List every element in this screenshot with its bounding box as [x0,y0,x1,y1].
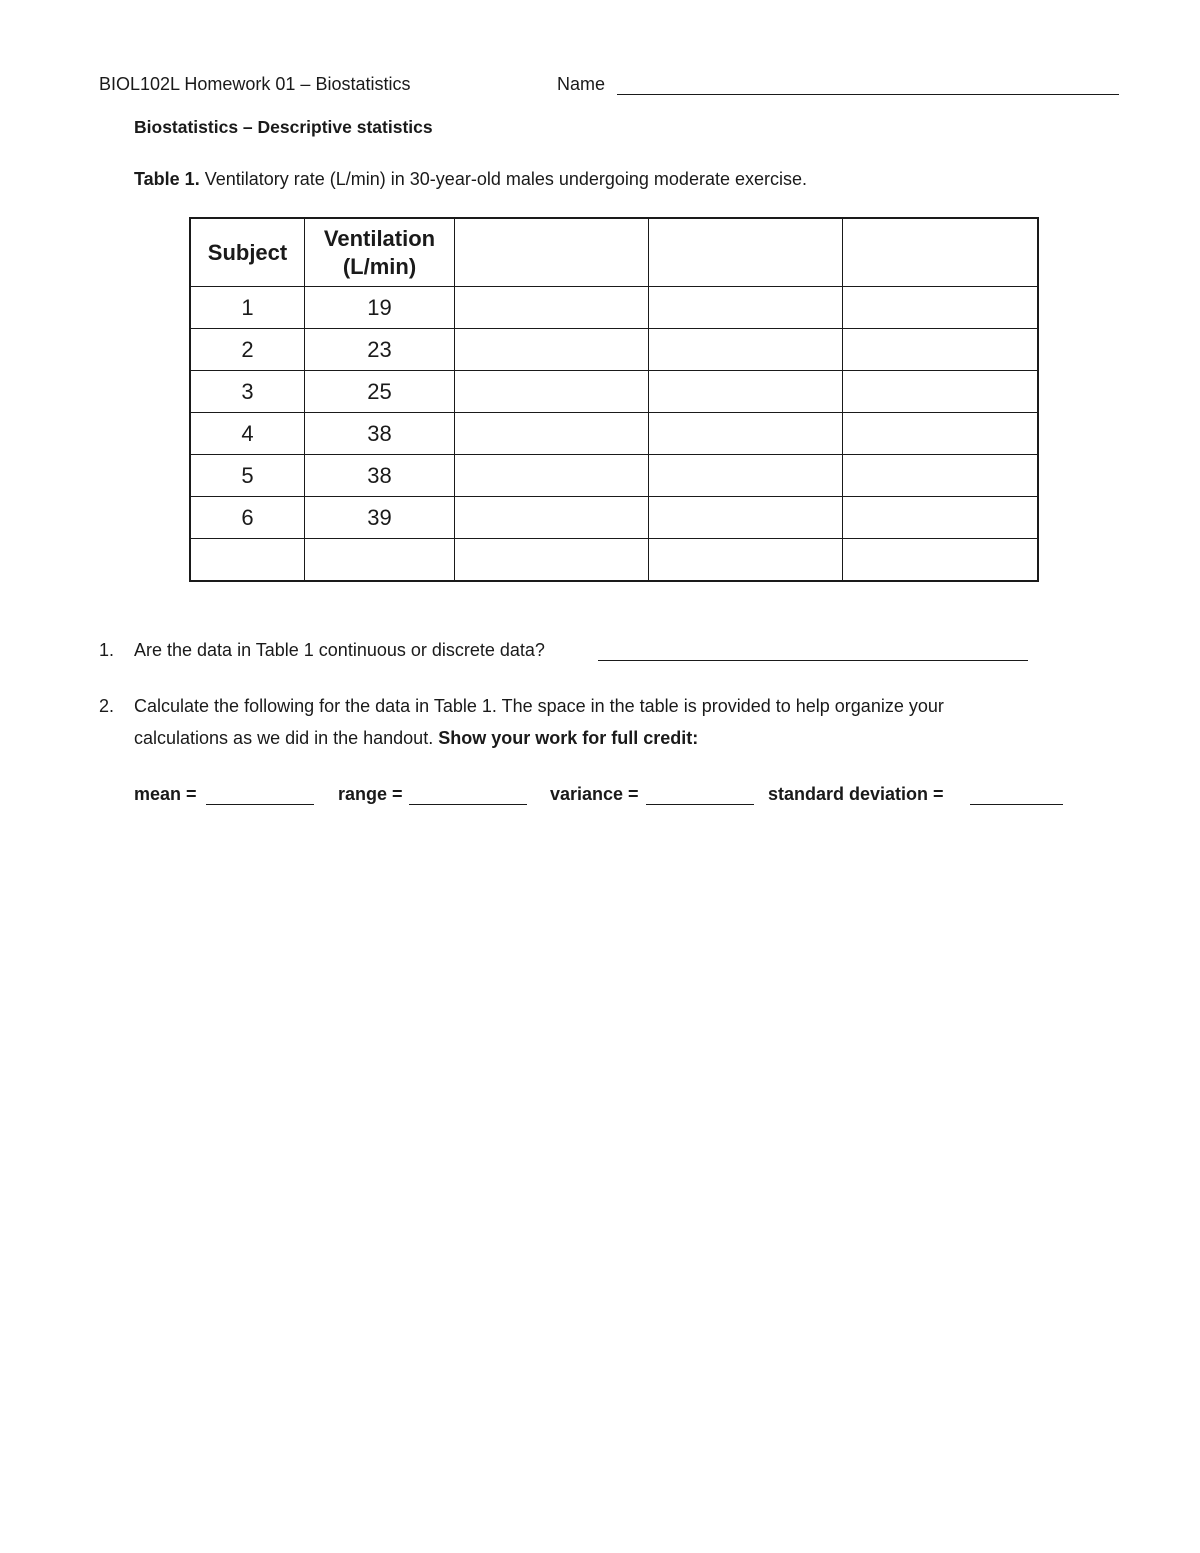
header-ventilation: Ventilation (L/min) [305,218,455,287]
header-blank-4[interactable] [649,218,843,287]
std-dev-label: standard deviation = [768,784,944,804]
cell-blank[interactable] [455,371,649,413]
cell-blank[interactable] [649,497,843,539]
cell-subject: 1 [190,287,305,329]
table-caption-label: Table 1. [134,169,200,189]
cell-ventilation: 38 [305,413,455,455]
cell-blank[interactable] [843,539,1039,582]
cell-blank[interactable] [843,329,1039,371]
cell-blank[interactable] [843,497,1039,539]
table-row [190,539,1038,582]
range-label: range = [338,784,403,804]
table-caption-text: Ventilatory rate (L/min) in 30-year-old males undergoing moderate exercise. [199,169,808,189]
table-row [190,371,1038,413]
question-1-number: 1. [99,640,115,660]
cell-blank[interactable] [649,413,843,455]
cell-blank[interactable] [305,539,455,582]
table-row [190,497,1038,539]
name-label: Name [557,74,606,94]
question-1-answer-line[interactable] [598,660,1028,661]
cell-blank[interactable] [455,497,649,539]
mean-blank-line[interactable] [206,804,314,805]
cell-blank[interactable] [649,539,843,582]
cell-blank[interactable] [455,413,649,455]
question-2-number: 2. [99,696,115,716]
cell-subject: 3 [190,371,305,413]
cell-blank[interactable] [190,539,305,582]
cell-ventilation: 38 [305,455,455,497]
cell-blank[interactable] [843,455,1039,497]
std-dev-blank-line[interactable] [970,804,1063,805]
question-2-text-line2 [134,728,698,749]
table-row [190,287,1038,329]
cell-blank[interactable] [455,329,649,371]
question-2-text-line1: Calculate the following for the data in Table 1. The space in the table is provided to help organize your [134,696,944,716]
cell-blank[interactable] [843,371,1039,413]
header-blank-3[interactable] [455,218,649,287]
course-title: BIOL102L Homework 01 – Biostatistics [99,74,411,94]
table-row [190,329,1038,371]
cell-ventilation: 23 [305,329,455,371]
cell-subject: 5 [190,455,305,497]
question-2-text-plain: calculations as we did in the handout. [134,728,439,748]
cell-blank[interactable] [649,329,843,371]
cell-ventilation: 19 [305,287,455,329]
header-subject: Subject [190,218,305,287]
cell-subject: 4 [190,413,305,455]
cell-ventilation: 25 [305,371,455,413]
name-blank-line[interactable] [617,94,1119,95]
variance-label: variance = [550,784,639,804]
cell-blank[interactable] [649,455,843,497]
cell-blank[interactable] [843,287,1039,329]
table-row [190,455,1038,497]
table-row [190,413,1038,455]
header-blank-5[interactable] [843,218,1039,287]
variance-blank-line[interactable] [646,804,754,805]
mean-label: mean = [134,784,197,804]
section-title: Biostatistics – Descriptive statistics [134,117,433,137]
cell-blank[interactable] [843,413,1039,455]
cell-blank[interactable] [649,287,843,329]
cell-subject: 6 [190,497,305,539]
question-2-text-bold: Show your work for full credit: [438,728,699,748]
cell-blank[interactable] [455,539,649,582]
table-caption [134,169,807,190]
data-table [189,217,1039,582]
cell-subject: 2 [190,329,305,371]
cell-blank[interactable] [649,371,843,413]
question-1-text: Are the data in Table 1 continuous or discrete data? [134,640,545,660]
cell-blank[interactable] [455,455,649,497]
table-header-row [190,218,1038,287]
cell-blank[interactable] [455,287,649,329]
range-blank-line[interactable] [409,804,527,805]
cell-ventilation: 39 [305,497,455,539]
